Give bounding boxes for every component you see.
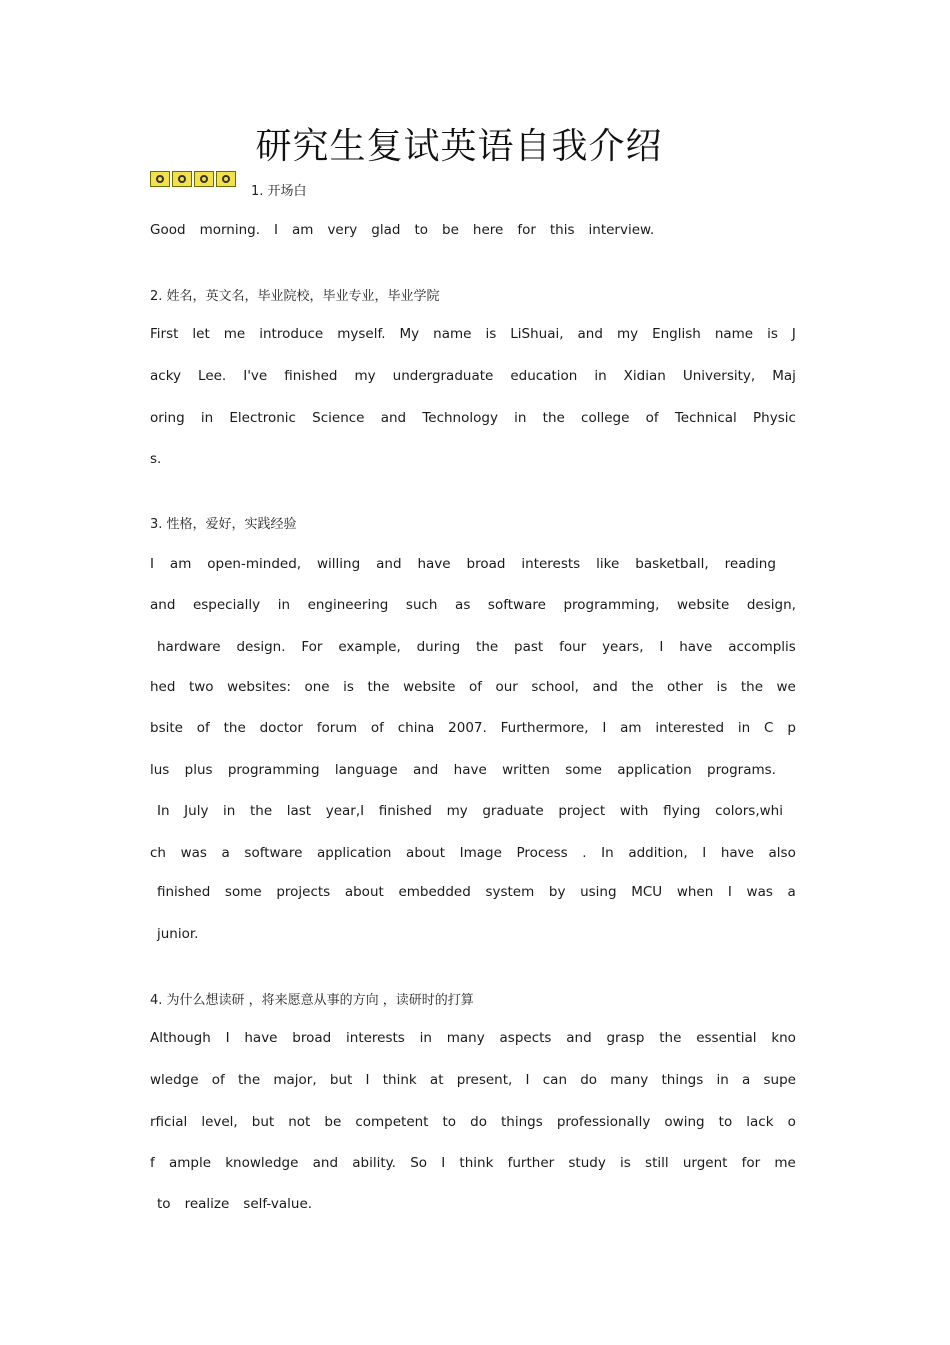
paragraph-line: lus plus programming language and have written some application programs. [150,762,776,778]
sticker-icon [150,171,170,187]
paragraph-line: oring in Electronic Science and Technology in the college of Technical Physic [150,410,796,426]
paragraph-line: and especially in engineering such as software programming, website design, [150,597,796,613]
section-heading: 1. 开场白 [251,184,307,199]
paragraph-line: wledge of the major, but I think at present, I can do many things in a supe [150,1072,796,1088]
sticker-icon [194,171,214,187]
paragraph-line: f ample knowledge and ability. So I think further study is still urgent for me [150,1155,796,1171]
paragraph-line: hardware design. For example, during the past four years, I have accomplis [157,639,796,655]
paragraph-line: Although I have broad interests in many aspects and grasp the essential kno [150,1030,796,1046]
paragraph-line: junior. [157,926,199,942]
paragraph-line: acky Lee. I've finished my undergraduate education in Xidian University, Maj [150,368,796,384]
paragraph-line: rficial level, but not be competent to do things professionally owing to lack o [150,1114,796,1130]
paragraph-line: s. [150,451,162,467]
page-title: 研究生复试英语自我介绍 [255,126,663,167]
paragraph-line: to realize self-value. [157,1196,313,1212]
paragraph-line: ch was a software application about Image Process . In addition, I have also [150,845,796,861]
paragraph-line: finished some projects about embedded system by using MCU when I was a [157,884,796,900]
sticker-icon [172,171,192,187]
sticker-icon [216,171,236,187]
section-heading: 3. 性格，爱好，实践经验 [150,517,297,532]
section-heading: 2. 姓名，英文名，毕业院校，毕业专业，毕业学院 [150,289,440,304]
section-heading: 4. 为什么想读研 ，将来愿意从事的方向 ，读研时的打算 [150,993,474,1008]
paragraph-line: In July in the last year,I finished my graduate project with flying colors,whi [157,803,783,819]
icon-strip [150,171,236,187]
paragraph-line: Good morning. I am very glad to be here for this interview. [150,222,655,238]
paragraph-line: I am open-minded, willing and have broad interests like basketball, reading [150,556,776,572]
paragraph-line: bsite of the doctor forum of china 2007. Furthermore, I am interested in C p [150,720,796,736]
paragraph-line: hed two websites: one is the website of our school, and the other is the we [150,679,796,695]
paragraph-line: First let me introduce myself. My name is LiShuai, and my English name is J [150,326,796,342]
